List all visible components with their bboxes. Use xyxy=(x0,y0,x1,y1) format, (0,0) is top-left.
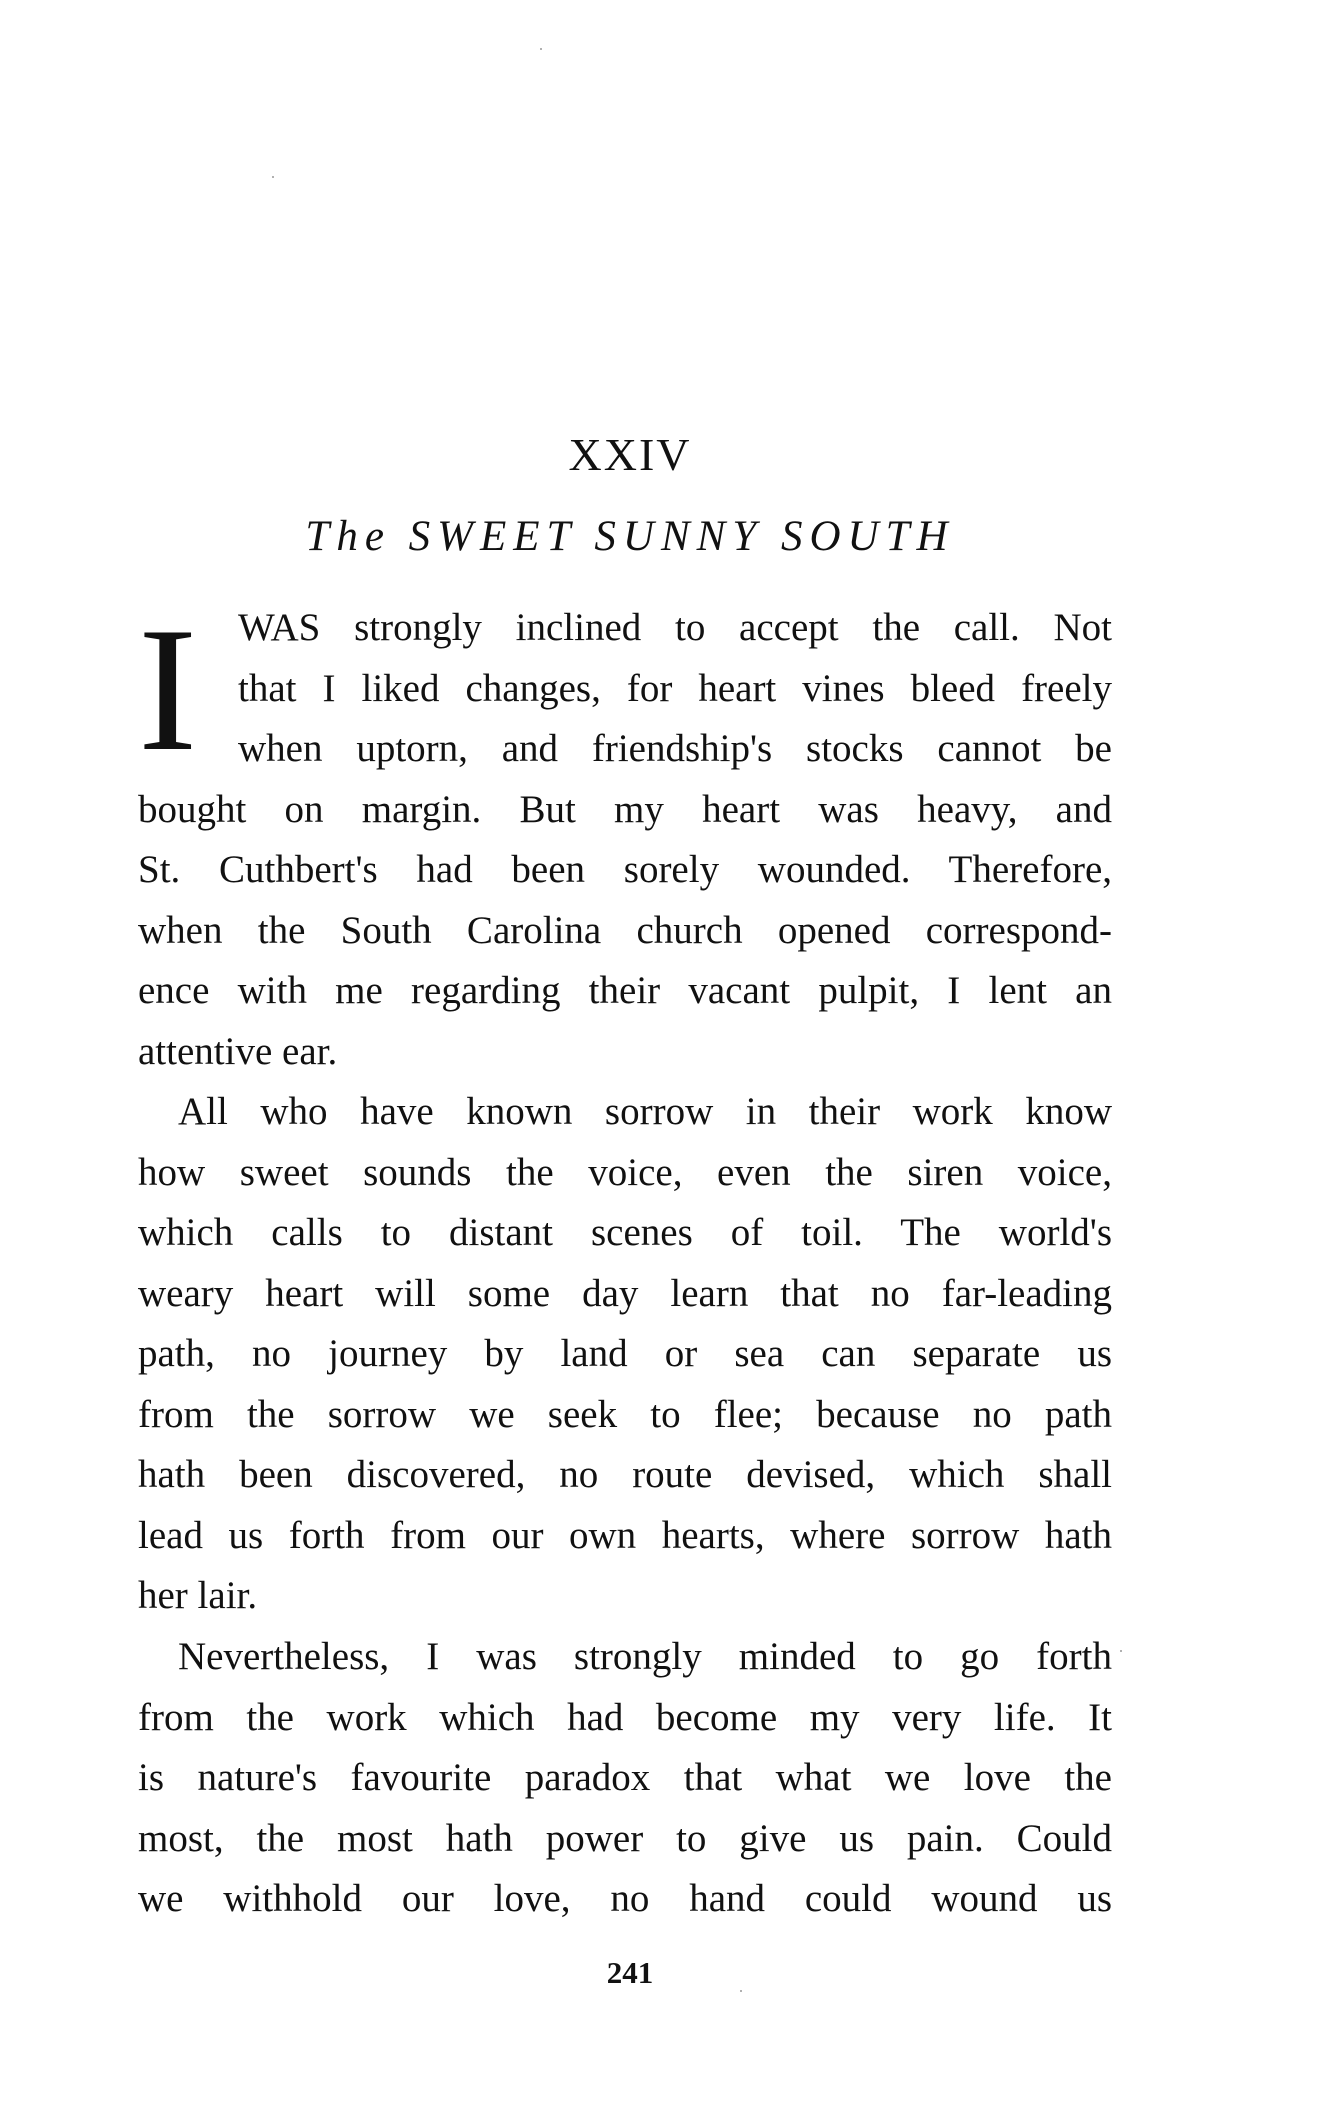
paper-speck xyxy=(1120,1650,1122,1652)
text-line: when the South Carolina church opened correspond- xyxy=(138,908,1112,952)
paper-speck xyxy=(272,176,274,178)
text-line: attentive ear. xyxy=(138,1029,338,1073)
text-line: Nevertheless, I was strongly minded to go forth xyxy=(178,1635,1112,1678)
text-line: from the sorrow we seek to flee; because no path xyxy=(138,1392,1112,1436)
text-line: from the work which had become my very life. It xyxy=(138,1695,1112,1739)
page-number: 241 xyxy=(606,1955,654,1990)
text-line: path, no journey by land or sea can separate us xyxy=(138,1332,1112,1375)
chapter-title: The SWEET SUNNY SOUTH xyxy=(305,513,955,560)
paragraph-1 xyxy=(138,590,1112,1082)
paper-speck xyxy=(540,48,542,50)
text-line: is nature's favourite paradox that what we love the xyxy=(138,1756,1112,1799)
text-line: bought on margin. But my heart was heavy, and xyxy=(138,787,1112,831)
text-line: All who have known sorrow in their work know xyxy=(178,1090,1112,1133)
text-line: her lair. xyxy=(138,1574,258,1617)
text-line: weary heart will some day learn that no far-leading xyxy=(138,1271,1112,1315)
text-line: St. Cuthbert's had been sorely wounded. Therefore, xyxy=(138,848,1112,891)
drop-cap: I xyxy=(138,590,198,788)
text-line: how sweet sounds the voice, even the siren voice, xyxy=(138,1150,1112,1194)
text-line: WAS strongly inclined to accept the call. Not xyxy=(238,606,1112,649)
text-line: hath been discovered, no route devised, which shall xyxy=(138,1453,1112,1496)
paragraph-2 xyxy=(138,1082,1112,1627)
text-line: we withhold our love, no hand could wound us xyxy=(138,1877,1112,1920)
text-line: ence with me regarding their vacant pulpit, I lent an xyxy=(138,969,1112,1012)
text-line: most, the most hath power to give us pain. Could xyxy=(138,1816,1112,1860)
chapter-number: XXIV xyxy=(568,429,692,480)
text-line: which calls to distant scenes of toil. The world's xyxy=(138,1211,1112,1254)
text-line: when uptorn, and friendship's stocks cannot be xyxy=(238,727,1112,770)
text-line: that I liked changes, for heart vines bleed freely xyxy=(238,666,1112,710)
paragraph-3 xyxy=(138,1627,1112,1930)
text-line: lead us forth from our own hearts, where sorrow hath xyxy=(138,1513,1112,1557)
